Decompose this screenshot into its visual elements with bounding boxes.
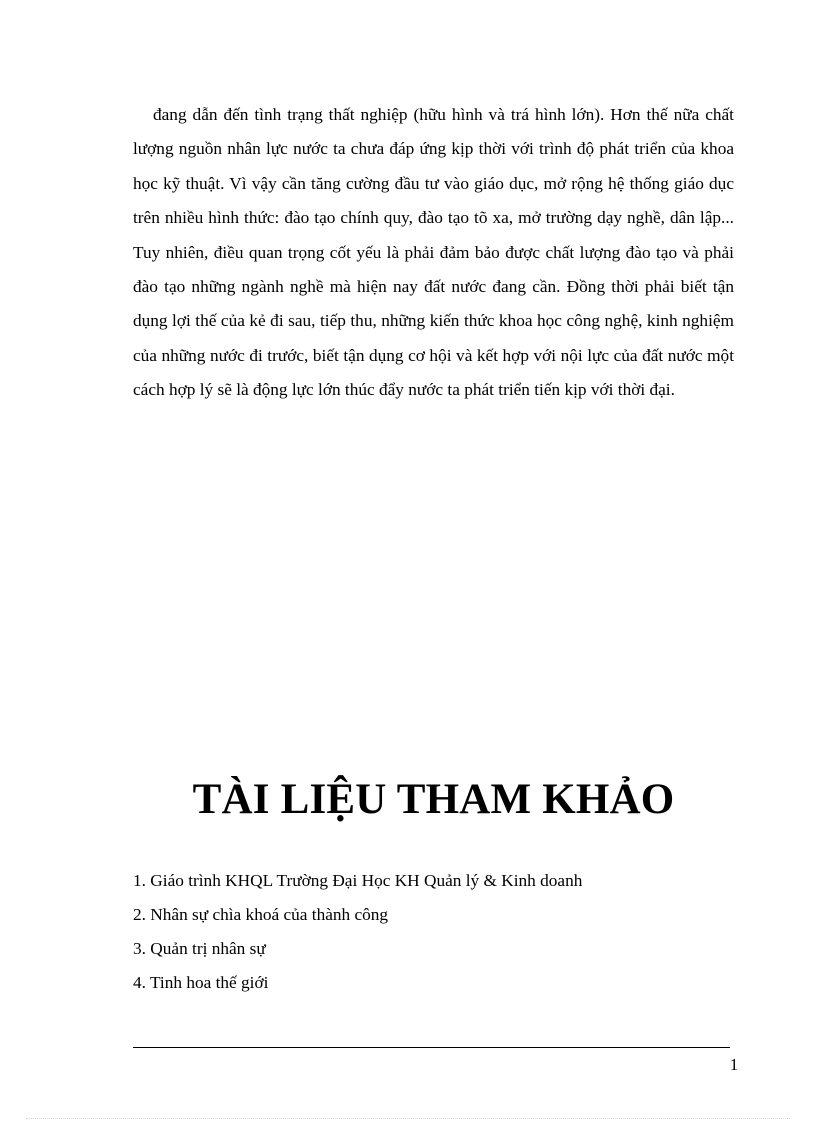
body-paragraph: đang dẫn đến tình trạng thất nghiệp (hữu hình và trá hình lớn). Hơn thế nữa chất lượng nguồn nhân lực nước ta chưa đáp ứng kịp thời với trình độ phát triển của khoa học kỹ thuật. Vì vậy cần tăng cường đầu tư vào giáo dục, mở rộng hệ thống giáo dục trên nhiều hình thức: đào tạo chính quy, đào tạo tõ xa, mở trường dạy nghề, dân lập... Tuy nhiên, điều quan trọng cốt yếu là phải đảm bảo được chất lượng đào tạo và phải đào tạo những ngành nghề mà hiện nay đất nước đang cần. Đồng thời phải biết tận dụng lợi thế của kẻ đi sau, tiếp thu, những kiến thức khoa học công nghệ, kinh nghiệm của những nước đi trước, biết tận dụng cơ hội và kết hợp với nội lực của đất nước một cách hợp lý sẽ là động lực lớn thúc đẩy nước ta phát triển tiến kịp với thời đại.	[133, 105, 734, 400]
footer-divider	[133, 1047, 730, 1048]
page-number: 1	[729, 1055, 739, 1074]
section-title: TÀI LIỆU THAM KHẢO	[192, 776, 675, 823]
reference-item: 4. Tinh hoa thế giới	[133, 973, 269, 992]
page-edge-divider	[26, 1118, 790, 1119]
reference-item: 1. Giáo trình KHQL Trường Đại Học KH Quản lý & Kinh doanh	[133, 871, 583, 890]
reference-item: 2. Nhân sự chìa khoá của thành công	[133, 905, 389, 924]
reference-list	[133, 864, 734, 1000]
reference-item: 3. Quản trị nhân sự	[133, 939, 266, 958]
